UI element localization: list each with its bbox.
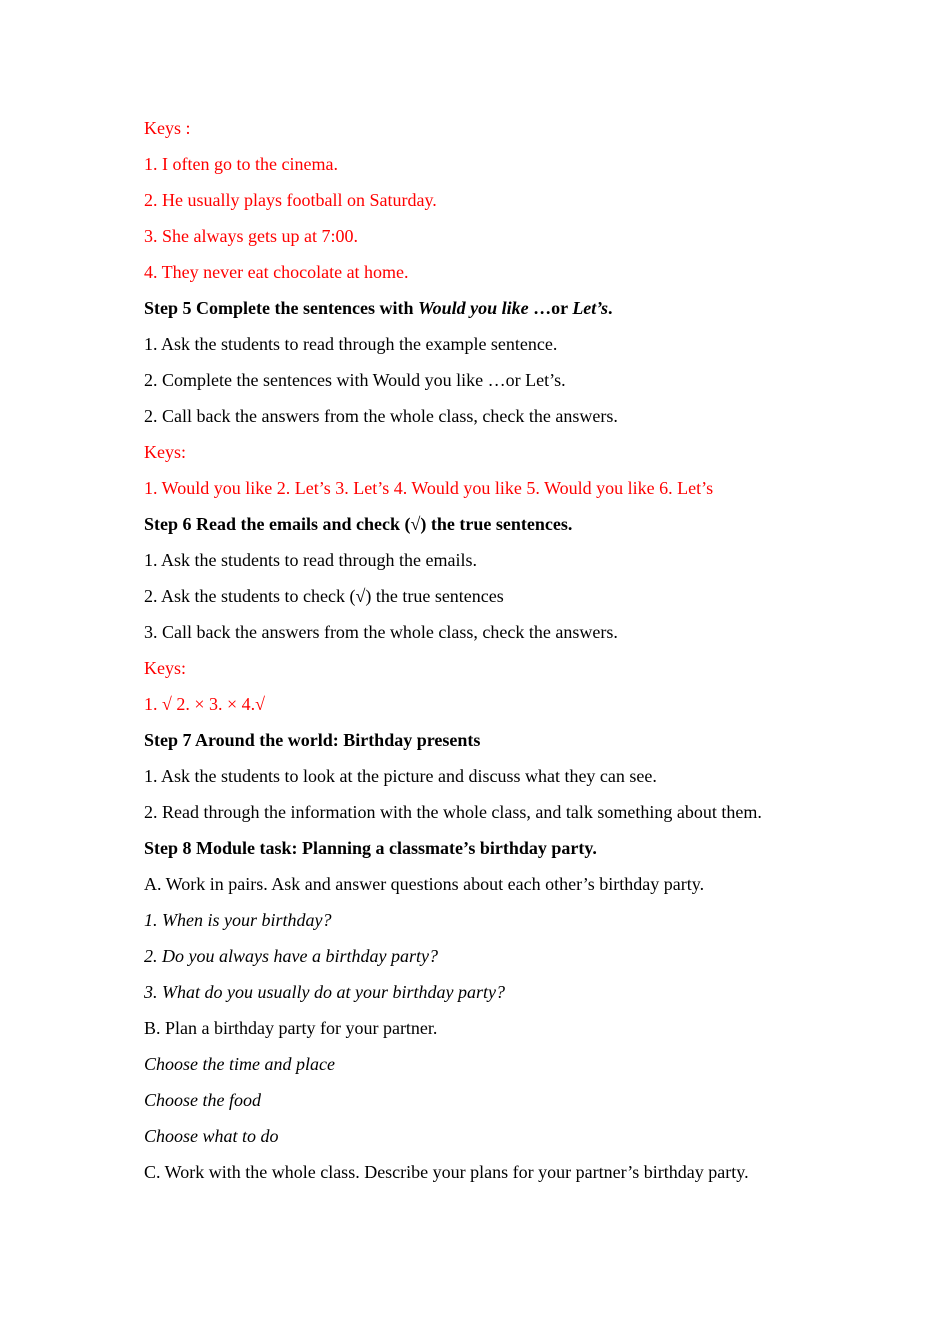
step8-question: 2. Do you always have a birthday party? xyxy=(144,946,438,966)
step5-heading-text: . xyxy=(607,298,613,318)
step6-item: 3. Call back the answers from the whole class, check the answers. xyxy=(144,622,618,642)
step5-heading-text: Step 5 Complete the sentences with xyxy=(144,298,418,318)
step6-item: 1. Ask the students to read through the emails. xyxy=(144,550,477,570)
step5-item: 1. Ask the students to read through the example sentence. xyxy=(144,334,558,354)
step8-choice: Choose what to do xyxy=(144,1126,279,1146)
step5-keys: 1. Would you like 2. Let’s 3. Let’s 4. Would you like 5. Would you like 6. Let’s xyxy=(144,478,714,498)
step5-heading xyxy=(144,294,844,330)
step8-part-a: A. Work in pairs. Ask and answer questions about each other’s birthday party. xyxy=(144,874,705,894)
step5-keys-heading: Keys: xyxy=(144,442,186,462)
step6-keys-heading: Keys: xyxy=(144,658,186,678)
step8-heading: Step 8 Module task: Planning a classmate’s birthday party. xyxy=(144,838,597,858)
step5-item: 2. Call back the answers from the whole class, check the answers. xyxy=(144,406,618,426)
step5-heading-italic: Would you like xyxy=(417,298,529,318)
step7-item: 2. Read through the information with the whole class, and talk something about them. xyxy=(144,802,762,822)
step5-heading-italic: Let’s xyxy=(572,298,608,318)
step8-question: 3. What do you usually do at your birthday party? xyxy=(144,982,505,1002)
step8-question: 1. When is your birthday? xyxy=(144,910,332,930)
keys-heading: Keys : xyxy=(144,118,191,138)
step7-heading: Step 7 Around the world: Birthday presents xyxy=(144,730,481,750)
step8-choice: Choose the time and place xyxy=(144,1054,335,1074)
step8-part-b: B. Plan a birthday party for your partner. xyxy=(144,1018,438,1038)
key-item: 1. I often go to the cinema. xyxy=(144,154,338,174)
step5-item: 2. Complete the sentences with Would you like …or Let’s. xyxy=(144,370,566,390)
key-item: 4. They never eat chocolate at home. xyxy=(144,262,409,282)
document-page xyxy=(144,114,844,1194)
step6-heading: Step 6 Read the emails and check (√) the true sentences. xyxy=(144,514,573,534)
step8-part-c: C. Work with the whole class. Describe your plans for your partner’s birthday party. xyxy=(144,1162,749,1182)
step7-item: 1. Ask the students to look at the picture and discuss what they can see. xyxy=(144,766,657,786)
step6-keys: 1. √ 2. × 3. × 4.√ xyxy=(144,694,266,714)
step5-heading-text: …or xyxy=(528,298,573,318)
key-item: 3. She always gets up at 7:00. xyxy=(144,226,358,246)
step6-item: 2. Ask the students to check (√) the true sentences xyxy=(144,586,504,606)
key-item: 2. He usually plays football on Saturday. xyxy=(144,190,437,210)
step8-choice: Choose the food xyxy=(144,1090,261,1110)
